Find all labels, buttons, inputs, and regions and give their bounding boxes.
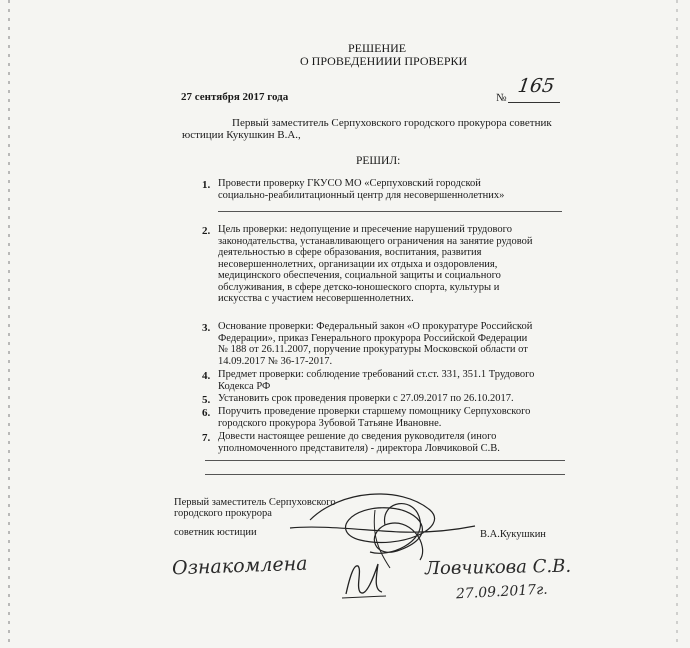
signer-title-3: советник юстиции xyxy=(174,527,257,538)
acknowledged-handwriting: Ознакомлена xyxy=(171,552,308,580)
item-number: 4. xyxy=(202,370,211,382)
fill-line xyxy=(205,460,565,461)
item-text: Основание проверки: Федеральный закон «О прокуратуре Российской Федерации», приказ Генерального прокурора Российской Федерации № 188 от 26.11.2007, поручение прокуратуры Московской области от 14.09.2017 № 36-17-2017. xyxy=(218,321,533,367)
item-number: 5. xyxy=(202,394,211,406)
scan-edge-right xyxy=(676,0,678,648)
signer-title-2: городского прокурора xyxy=(174,508,272,519)
item-text: Довести настоящее решение до сведения руководителя (иного уполномоченного представителя) - директора Ловчиковой С.В. xyxy=(218,431,500,454)
acknowledged-date: 27.09.2017г. xyxy=(455,581,549,603)
document-subtitle: О ПРОВЕДЕНИИИ ПРОВЕРКИ xyxy=(300,54,468,68)
item-text: Провести проверку ГКУСО МО «Серпуховский городской социально-реабилитационный центр для несовершеннолетних» xyxy=(218,178,505,201)
item-number: 6. xyxy=(202,407,211,419)
signer-title-1: Первый заместитель Серпуховского xyxy=(174,497,336,508)
fill-line xyxy=(218,211,562,212)
signer-name: В.А.Кукушкин xyxy=(480,529,546,540)
decided-heading: РЕШИЛ: xyxy=(356,155,401,167)
item-number: 7. xyxy=(202,432,211,444)
item-number: 2. xyxy=(202,225,211,237)
intro-line-1: Первый заместитель Серпуховского городского прокурора советник xyxy=(232,117,552,129)
fill-line xyxy=(205,474,565,475)
item-number: 1. xyxy=(202,179,211,191)
item-text: Установить срок проведения проверки с 27.09.2017 по 26.10.2017. xyxy=(218,393,514,404)
document-number-label: № xyxy=(496,92,507,104)
document-date: 27 сентября 2017 года xyxy=(181,91,289,103)
number-underline xyxy=(508,102,560,103)
document-number: 165 xyxy=(516,75,556,97)
intro-line-2: юстиции Кукушкин В.А., xyxy=(182,129,301,141)
item-number: 3. xyxy=(202,322,211,334)
scan-edge-left xyxy=(8,0,10,648)
item-text: Цель проверки: недопущение и пресечение нарушений трудового законодательства, устанавливающего ограничения на занятие рудовой деятельностью в сфере образования, воспитания, развития несовершеннолетних, организации их отдыха и оздоровления, медицинского обеспечения, социальной защиты и социального обслуживания, в сфере детско-юношеского спорта, культуры и искусства с участием несовершеннолетних. xyxy=(218,224,533,304)
acknowledger-name: Ловчикова С.В. xyxy=(424,555,572,580)
initials-signature xyxy=(340,556,388,602)
item-text: Предмет проверки: соблюдение требований ст.ст. 331, 351.1 Трудового Кодекса РФ xyxy=(218,369,535,392)
document-title: РЕШЕНИЕ xyxy=(348,41,407,55)
item-text: Поручить проведение проверки старшему помощнику Серпуховского городского прокурора Зубовой Татьяне Ивановне. xyxy=(218,406,531,429)
